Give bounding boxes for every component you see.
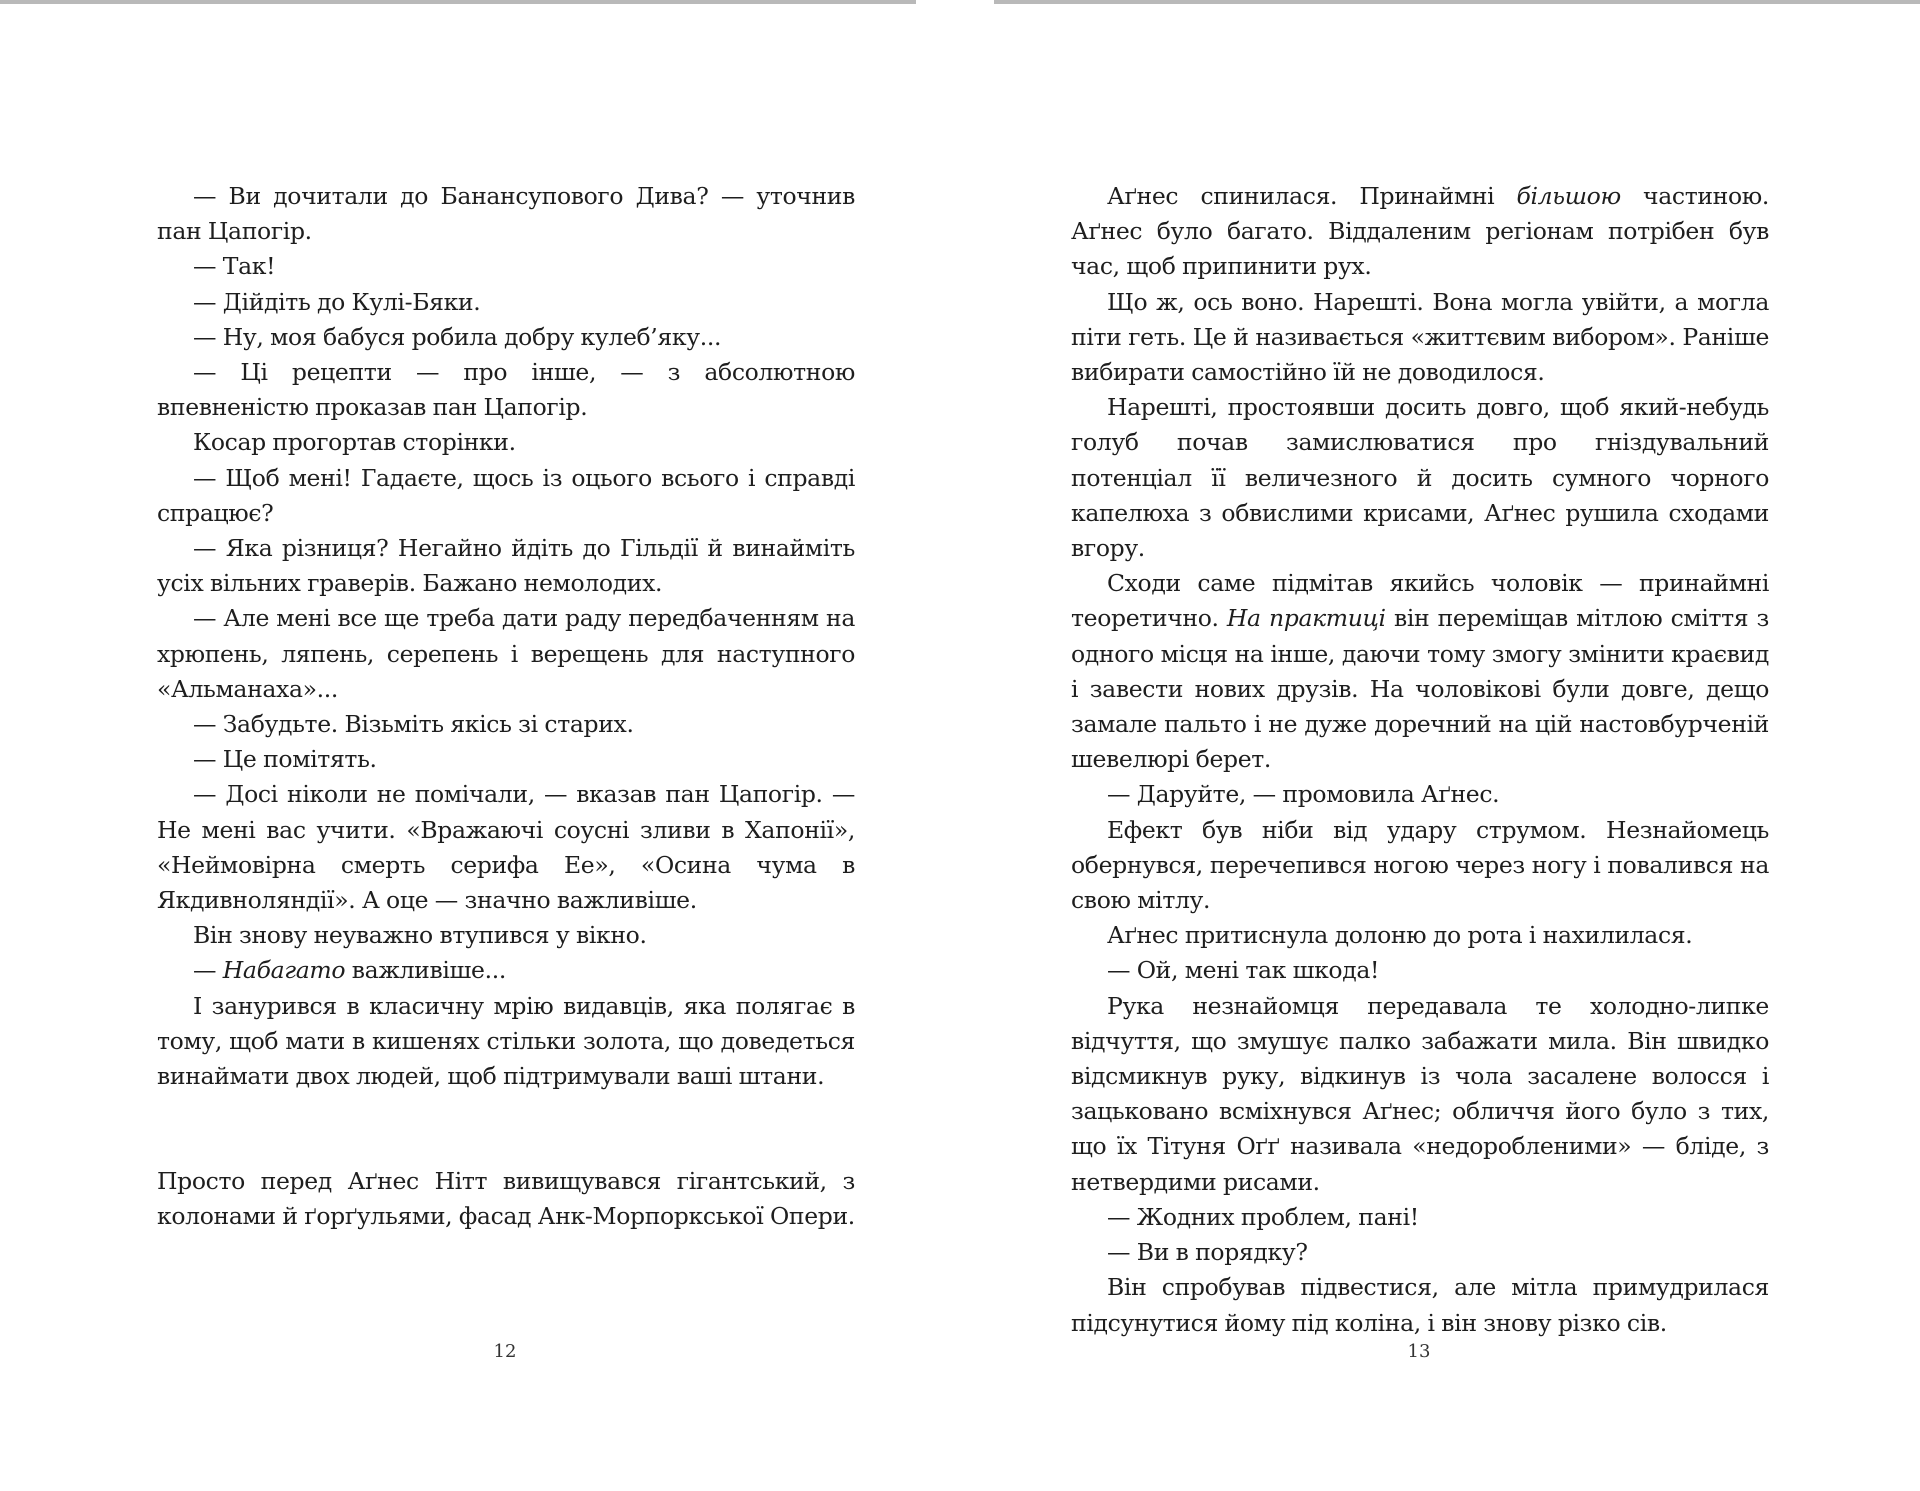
paragraph: Косар прогортав сторінки.	[193, 428, 516, 457]
emphasis-text: Набагато	[222, 956, 346, 985]
paragraph: — Жодних проблем, пані!	[1107, 1202, 1419, 1231]
paragraph: Аґнес притиснула долоню до рота і нахилилася.	[1107, 921, 1693, 950]
right-page	[1071, 179, 1769, 1341]
emphasis-text: більшою	[1516, 182, 1621, 210]
paragraph: Сходи саме підмітав якийсь чоловік — принаймні теоретично. На практиці він переміщав мітлою сміття з одного місця на інше, даючи тому змогу змінити краєвид і завести нових друзів. На чоловікові були довге, дещо замале пальто і не дуже доречний на цій настовбурченій шевелюрі берет.	[1071, 569, 1769, 774]
page-number-right: 13	[1407, 1341, 1431, 1362]
top-rule-left	[0, 0, 916, 4]
paragraph: Ефект був ніби від удару струмом. Незнайомець обернувся, перечепився ногою через ногу і повалився на свою мітлу.	[1071, 815, 1769, 915]
paragraph: — Щоб мені! Гадаєте, щось із оцього всього і справді спрацює?	[157, 463, 855, 527]
paragraph: — Набагато важливіше...	[193, 956, 506, 985]
paragraph: Нарешті, простоявши досить довго, щоб який-небудь голуб почав замислюватися про гніздувальний потенціал її величезного й досить сумного чорного капелюха з обвислими крисами, Аґнес рушила сходами вгору.	[1071, 393, 1769, 563]
left-page	[157, 179, 855, 1235]
paragraph: — Ці рецепти — про інше, — з абсолютною впевненістю проказав пан Цапогір.	[157, 358, 855, 422]
paragraph: Рука незнайомця передавала те холодно-липке відчуття, що змушує палко забажати мила. Він швидко відсмикнув руку, відкинув із чола засалене волосся і зацьковано всміхнувся Аґнес; обличчя його було з тих, що їх Тітуня Оґґ називала «недоробленими» — бліде, з нетвердими рисами.	[1071, 991, 1769, 1196]
paragraph: Що ж, ось воно. Нарешті. Вона могла увійти, а могла піти геть. Це й називається «життєвим вибором». Раніше вибирати самостійно їй не доводилося.	[1071, 287, 1769, 387]
paragraph: — Це помітять.	[193, 745, 377, 774]
paragraph: — Яка різниця? Негайно йдіть до Гільдії й винайміть усіх вільних граверів. Бажано немолодих.	[157, 534, 855, 598]
paragraph: — Так!	[193, 252, 276, 281]
paragraph: — Ну, моя бабуся робила добру кулеб’яку...	[193, 322, 722, 351]
page-number-left: 12	[493, 1341, 517, 1362]
paragraph: — Даруйте, — промовила Аґнес.	[1107, 780, 1500, 809]
paragraph: Він спробував підвестися, але мітла примудрилася підсунутися йому під коліна, і він знову різко сів.	[1071, 1273, 1769, 1337]
paragraph: — Але мені все ще треба дати раду передбаченням на хрюпень, ляпень, серепень і верещень для наступного «Альманаха»...	[157, 604, 855, 703]
paragraph: — Ви дочитали до Банансупового Дива? — уточнив пан Цапогір.	[157, 182, 855, 246]
paragraph: — Ой, мені так шкода!	[1107, 956, 1380, 985]
emphasis-text: На практиці	[1226, 604, 1386, 633]
paragraph: — Забудьте. Візьміть якісь зі старих.	[193, 710, 634, 739]
paragraph: — Ви в порядку?	[1107, 1238, 1308, 1267]
top-rule-right	[994, 0, 1920, 4]
paragraph: Він знову неуважно втупився у вікно.	[193, 921, 647, 950]
paragraph: Аґнес спинилася. Принаймні більшою частиною. Аґнес було багато. Віддаленим регіонам потрібен був час, щоб припинити рух.	[1071, 182, 1769, 281]
paragraph: Просто перед Аґнес Нітт вивищувався гігантський, з колонами й ґорґульями, фасад Анк-Морпоркської Опери.	[157, 1167, 855, 1231]
paragraph: — Дійдіть до Кулі-Бяки.	[193, 287, 481, 316]
paragraph: — Досі ніколи не помічали, — вказав пан Цапогір. — Не мені вас учити. «Вражаючі соусні зливи в Хапонії», «Неймовірна смерть серифа Ее», «Осина чума в Якдивноляндії». А оце — значно важливіше.	[157, 780, 855, 915]
section-break	[157, 1094, 855, 1164]
paragraph: І занурився в класичну мрію видавців, яка полягає в тому, щоб мати в кишенях стільки золота, що доведеться винаймати двох людей, щоб підтримували ваші штани.	[157, 991, 855, 1091]
